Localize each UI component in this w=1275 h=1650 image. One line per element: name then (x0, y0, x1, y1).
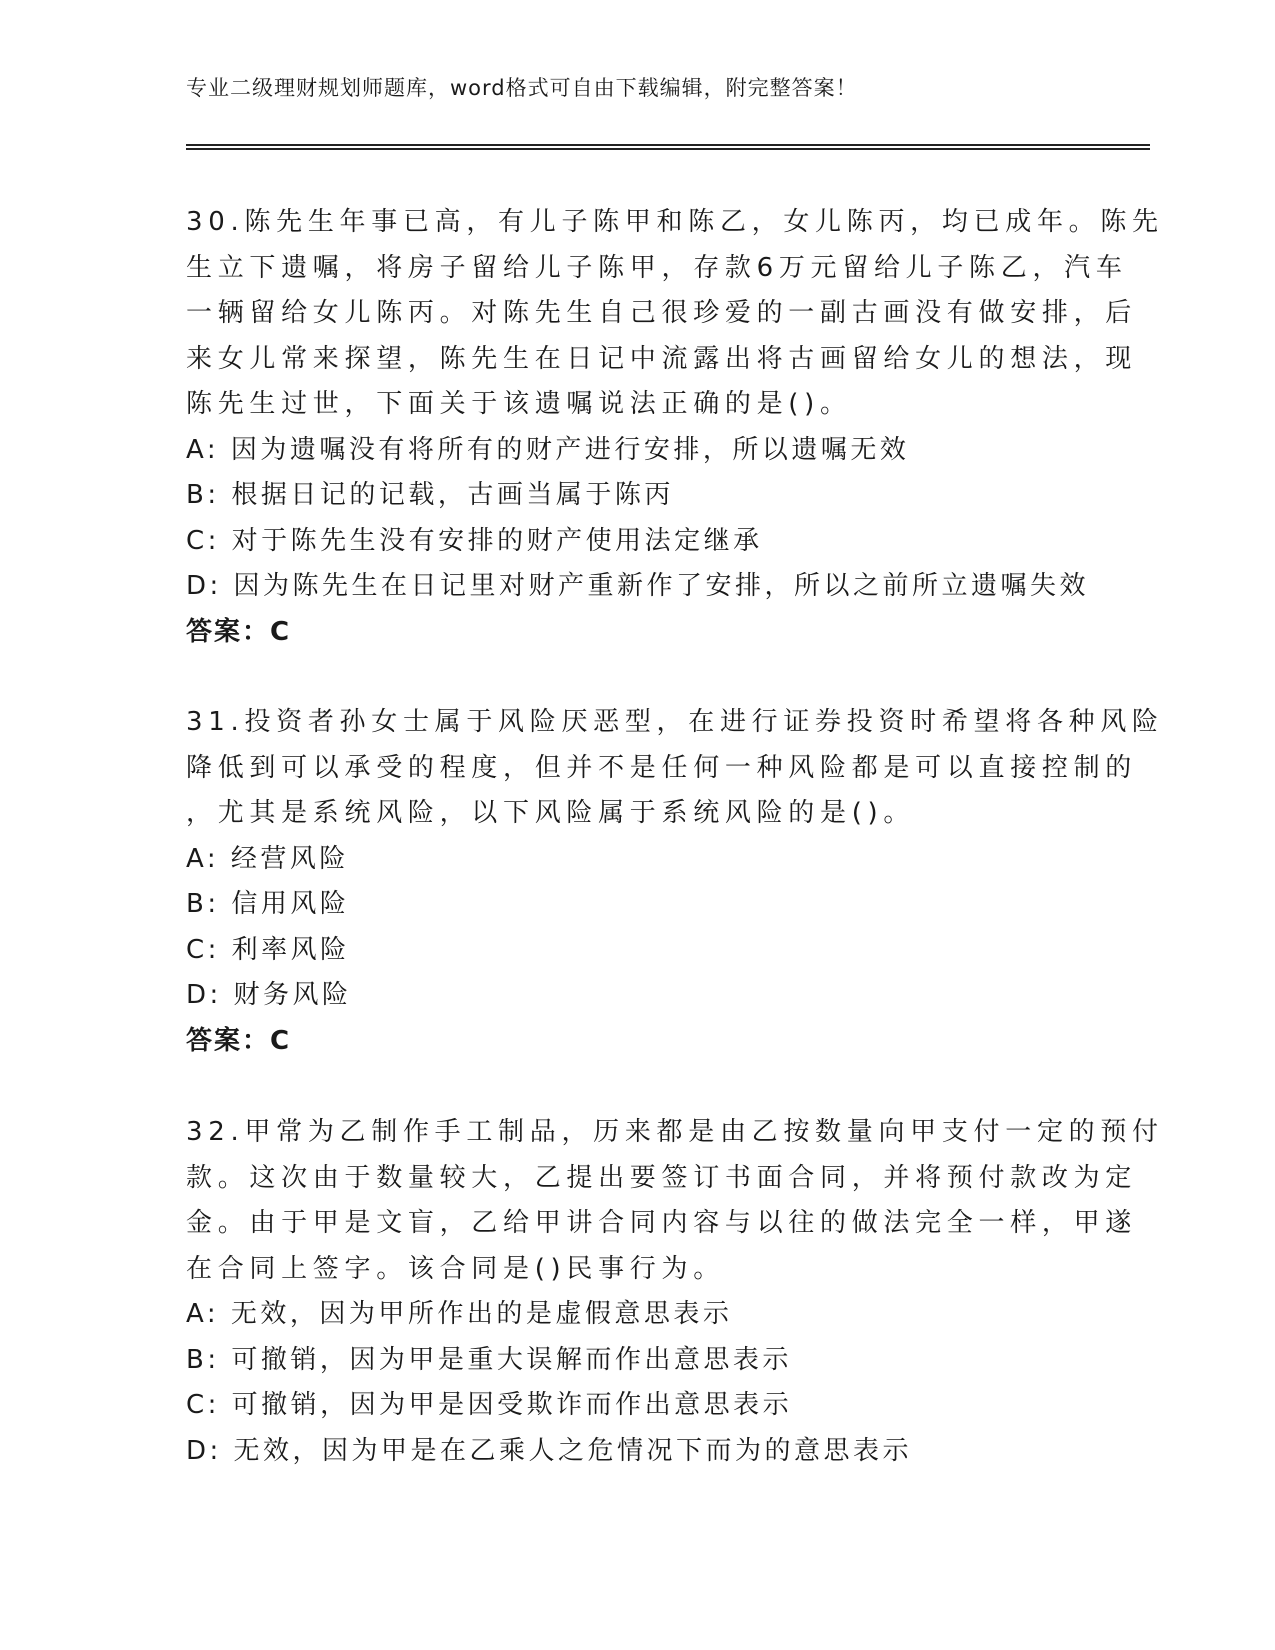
stem-line: 金。由于甲是文盲，乙给甲讲合同内容与以往的做法完全一样，甲遂 (186, 1208, 1138, 1238)
stem-line: 降低到可以承受的程度，但并不是任何一种风险都是可以直接控制的 (186, 752, 1138, 783)
answer-line: 答案：C (186, 616, 292, 647)
stem-line: 款。这次由于数量较大，乙提出要签订书面合同，并将预付款改为定 (186, 1162, 1138, 1193)
question-stem (186, 700, 1164, 837)
option-d: D: 财务风险 (186, 980, 352, 1010)
question-32 (186, 1110, 1164, 1474)
option-c: C: 对于陈先生没有安排的财产使用法定继承 (186, 525, 763, 556)
stem-line: 一辆留给女儿陈丙。对陈先生自己很珍爱的一副古画没有做安排，后 (186, 298, 1138, 328)
stem-line: 31.投资者孙女士属于风险厌恶型，在进行证券投资时希望将各种风险 (186, 707, 1164, 737)
stem-line: 生立下遗嘱，将房子留给儿子陈甲，存款6万元留给儿子陈乙，汽车 (186, 252, 1128, 283)
stem-line: 30.陈先生年事已高，有儿子陈甲和陈乙，女儿陈丙，均已成年。陈先 (186, 207, 1164, 237)
option-b: B: 信用风险 (186, 889, 350, 919)
stem-line: 陈先生过世，下面关于该遗嘱说法正确的是()。 (186, 389, 852, 419)
question-stem (186, 1110, 1164, 1292)
stem-line: 在合同上签字。该合同是()民事行为。 (186, 1253, 725, 1284)
option-c: C: 利率风险 (186, 934, 350, 965)
option-a: A: 因为遗嘱没有将所有的财产进行安排，所以遗嘱无效 (186, 434, 910, 465)
option-c: C: 可撤销，因为甲是因受欺诈而作出意思表示 (186, 1390, 793, 1420)
option-d: D: 因为陈先生在日记里对财产重新作了安排，所以之前所立遗嘱失效 (186, 571, 1090, 601)
option-a: A: 经营风险 (186, 843, 349, 874)
page-header: 专业二级理财规划师题库，word格式可自由下载编辑，附完整答案！ (186, 76, 858, 100)
question-31 (186, 700, 1164, 1064)
question-stem (186, 200, 1164, 428)
option-b: B: 可撤销，因为甲是重大误解而作出意思表示 (186, 1344, 792, 1375)
question-30 (186, 200, 1164, 655)
answer-line: 答案：C (186, 1025, 292, 1056)
option-b: B: 根据日记的记载，古画当属于陈丙 (186, 480, 674, 510)
stem-line: 来女儿常来探望，陈先生在日记中流露出将古画留给女儿的想法，现 (186, 343, 1138, 374)
header-double-rule (186, 144, 1150, 150)
option-d: D: 无效，因为甲是在乙乘人之危情况下而为的意思表示 (186, 1435, 913, 1466)
option-a: A: 无效，因为甲所作出的是虚假意思表示 (186, 1299, 733, 1329)
stem-line: ，尤其是系统风险，以下风险属于系统风险的是()。 (186, 798, 916, 828)
stem-line: 32.甲常为乙制作手工制品，历来都是由乙按数量向甲支付一定的预付 (186, 1117, 1164, 1147)
